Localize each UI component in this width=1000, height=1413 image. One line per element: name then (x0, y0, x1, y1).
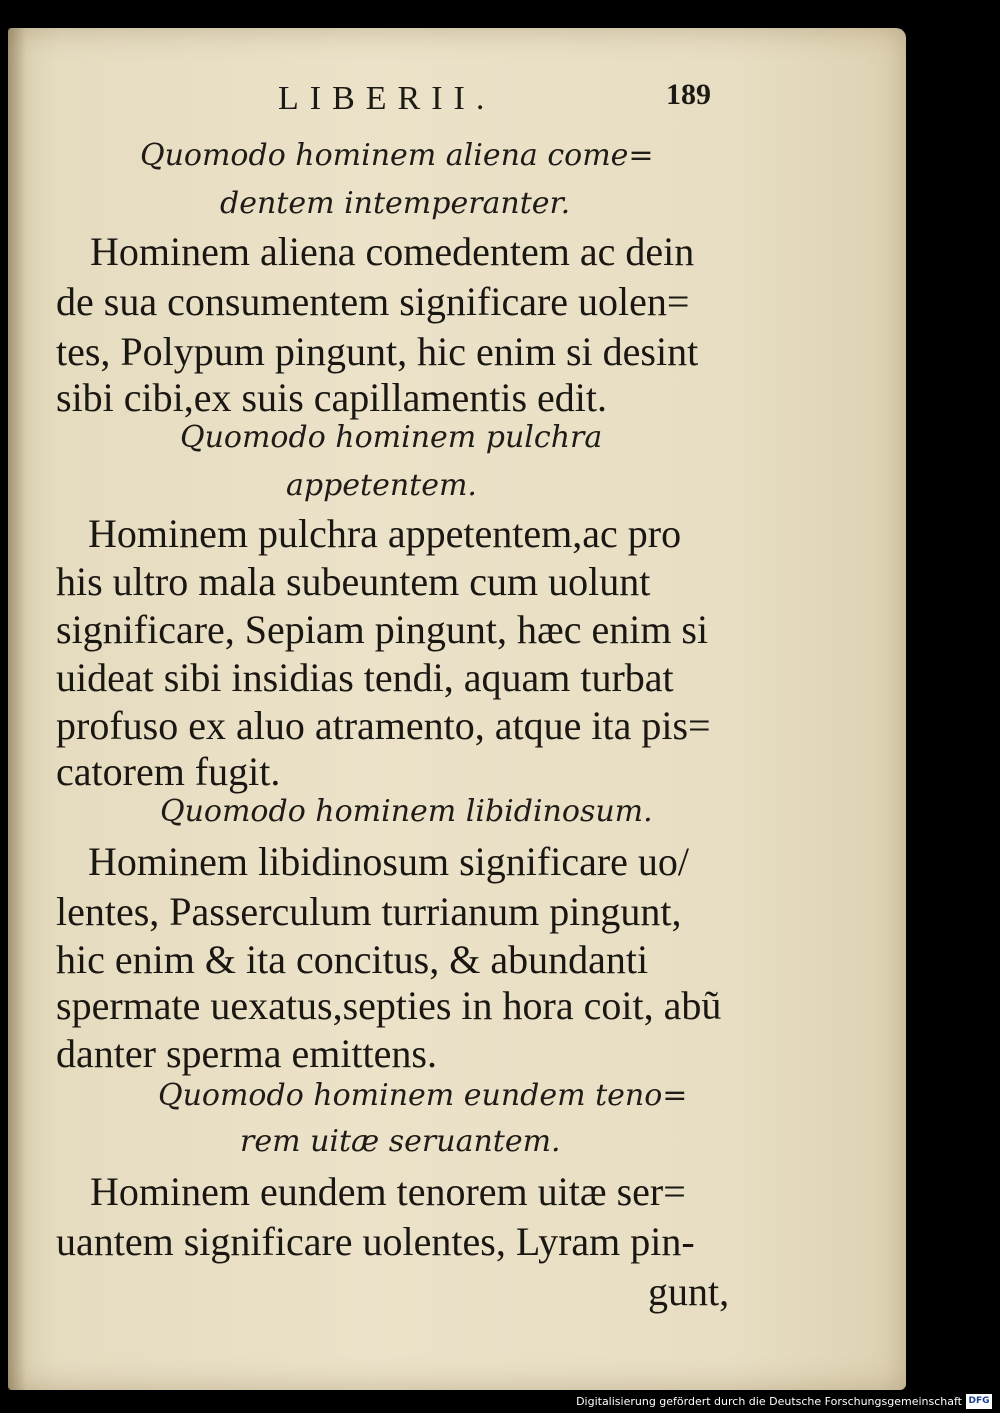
text-line: sibi cibi,ex suis capillamentis edit. (56, 375, 608, 420)
section-heading-2-line-2: appetentem. (286, 468, 477, 503)
credit-text: Digitalisierung gefördert durch die Deutsche Forschungsgemeinschaft (576, 1395, 962, 1408)
page-number: 189 (666, 78, 711, 111)
text-line: Hominem aliena comedentem ac dein (90, 229, 695, 274)
dfg-logo-icon: DFG (966, 1394, 992, 1409)
text-line: Hominem libidinosum significare uo/ (88, 839, 690, 884)
section-heading-4-line-2: rem uitæ seruantem. (240, 1124, 561, 1159)
text-line: profuso ex aluo atramento, atque ita pis= (56, 703, 711, 748)
digitization-credit-bar (0, 1392, 1000, 1413)
text-line: uantem significare uolentes, Lyram pin- (56, 1219, 695, 1264)
text-line: tes, Polypum pingunt, hic enim si desint (56, 329, 699, 374)
section-heading-1-line-1: Quomodo hominem aliena come= (140, 138, 654, 173)
section-heading-4-line-1: Quomodo hominem eundem teno= (158, 1078, 688, 1113)
section-heading-3-line-1: Quomodo hominem libidinosum. (160, 794, 653, 829)
text-line: Hominem eundem tenorem uitæ ser= (90, 1169, 686, 1214)
text-line: significare, Sepiam pingunt, hæc enim si (56, 607, 709, 652)
text-line: spermate uexatus,septies in hora coit, abũ (56, 983, 722, 1028)
section-heading-1-line-2: dentem intemperanter. (220, 186, 571, 221)
running-head: LIBERII. (278, 80, 496, 117)
text-line: danter sperma emittens. (56, 1031, 437, 1076)
book-page (8, 28, 906, 1390)
text-line: Hominem pulchra appetentem,ac pro (88, 511, 682, 556)
text-line: hic enim & ita concitus, & abundanti (56, 937, 649, 982)
catchword: gunt, (648, 1269, 730, 1314)
text-line: uideat sibi insidias tendi, aquam turbat (56, 655, 674, 700)
section-heading-2-line-1: Quomodo hominem pulchra (180, 420, 603, 455)
text-line: his ultro mala subeuntem cum uolunt (56, 559, 651, 604)
text-line: de sua consumentem significare uolen= (56, 279, 690, 324)
text-line: catorem fugit. (56, 749, 281, 794)
text-line: lentes, Passerculum turrianum pingunt, (56, 889, 682, 934)
